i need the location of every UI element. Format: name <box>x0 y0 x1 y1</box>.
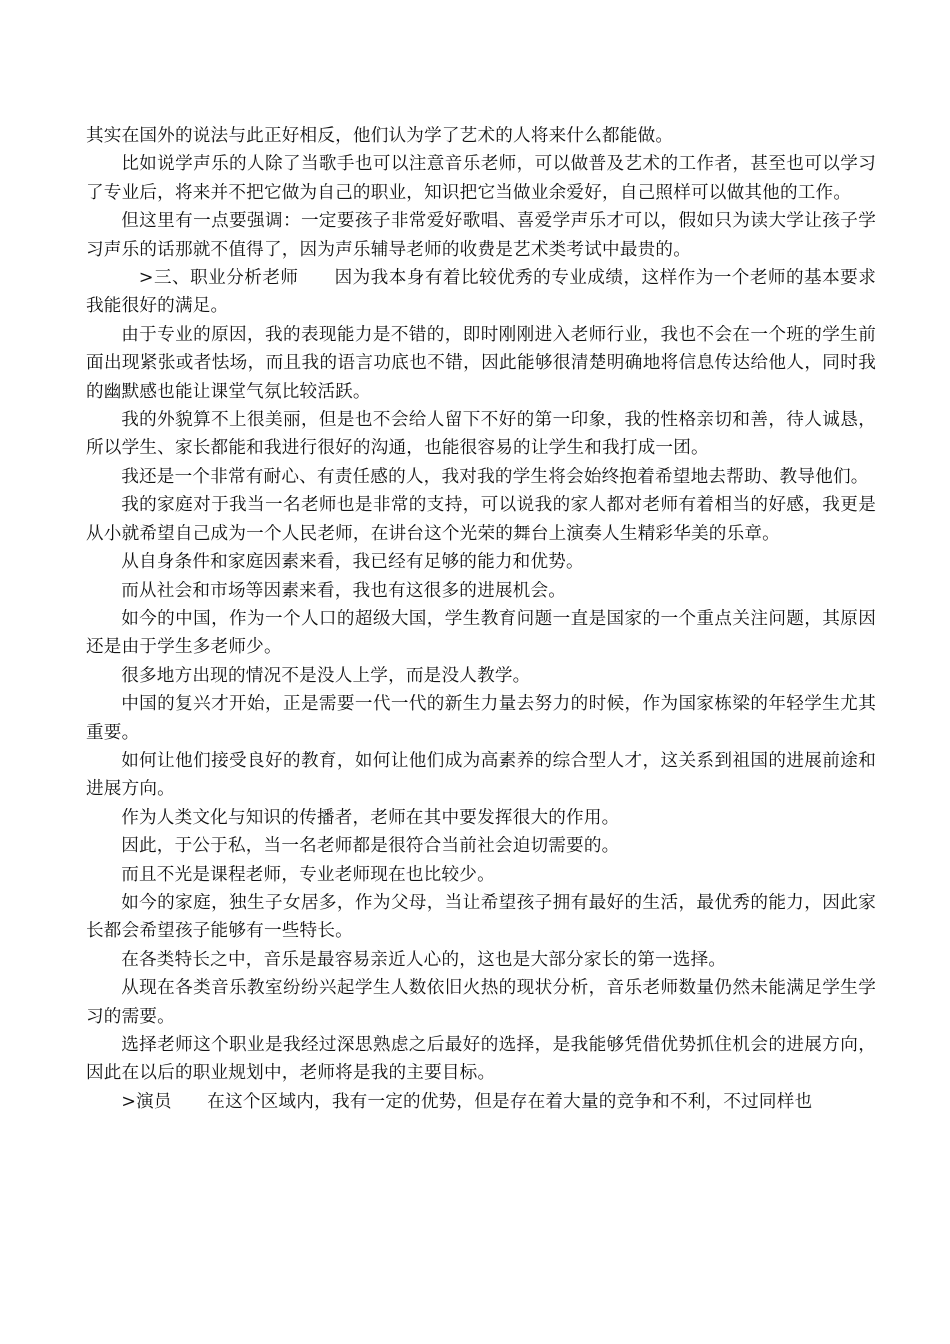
paragraph-17: 而且不光是课程老师，专业老师现在也比较少。 <box>121 864 495 885</box>
paragraph-8: 我的家庭对于我当一名老师也是非常的支持，可以说我的家人都对老师有着相当的好感，我更是从小就希望自己成为一个人民老师，在讲台这个光荣的舞台上演奏人生精彩华美的乐章。 <box>86 495 876 544</box>
paragraph-12: 很多地方出现的情况不是没人上学，而是没人教学。 <box>121 665 531 686</box>
section-heading-actor: >演员 在这个区域内，我有一定的优势，但是存在着大量的竞争和不利，不过同样也 <box>121 1091 813 1112</box>
paragraph-2: 比如说学声乐的人除了当歌手也可以注意音乐老师，可以做普及艺术的工作者，甚至也可以学习了专业后，将来并不把它做为自己的职业，知识把它当做业余爱好，自己照样可以做其他的工作。 <box>86 154 876 203</box>
paragraph-3: 但这里有一点要强调：一定要孩子非常爱好歌唱、喜爱学声乐才可以，假如只为读大学让孩子学习声乐的话那就不值得了，因为声乐辅导老师的收费是艺术类考试中最贵的。 <box>86 211 876 260</box>
paragraph-13: 中国的复兴才开始，正是需要一代一代的新生力量去努力的时候，作为国家栋梁的年轻学生尤其重要。 <box>86 694 876 743</box>
paragraph-9: 从自身条件和家庭因素来看，我已经有足够的能力和优势。 <box>121 552 584 573</box>
paragraph-11: 如今的中国，作为一个人口的超级大国，学生教育问题一直是国家的一个重点关注问题，其原因还是由于学生多老师少。 <box>86 608 876 658</box>
paragraph-18: 如今的家庭，独生子女居多，作为父母，当让希望孩子拥有最好的生活，最优秀的能力，因此家长都会希望孩子能够有一些特长。 <box>86 892 876 942</box>
paragraph-5: 由于专业的原因，我的表现能力是不错的，即时刚刚进入老师行业，我也不会在一个班的学生前面出现紧张或者怯场，而且我的语言功底也不错，因此能够很清楚明确地将信息传达给他人，同时我的幽默感也能让课堂气氛比较活跃。 <box>86 324 876 402</box>
paragraph-19: 在各类特长之中，音乐是最容易亲近人心的，这也是大部分家长的第一选择。 <box>121 949 727 970</box>
paragraph-1: 其实在国外的说法与此正好相反，他们认为学了艺术的人将来什么都能做。 <box>86 126 674 146</box>
section-heading-teacher: >三、职业分析老师 因为我本身有着比较优秀的专业成绩，这样作为一个老师的基本要求我能很好的满足。 <box>86 268 876 317</box>
paragraph-21: 选择老师这个职业是我经过深思熟虑之后最好的选择，是我能够凭借优势抓住机会的进展方向，因此在以后的职业规划中，老师将是我的主要目标。 <box>86 1035 876 1084</box>
paragraph-10: 而从社会和市场等因素来看，我也有这很多的进展机会。 <box>121 580 567 601</box>
paragraph-20: 从现在各类音乐教室纷纷兴起学生人数依旧火热的现状分析，音乐老师数量仍然未能满足学生学习的需要。 <box>86 978 876 1027</box>
paragraph-6: 我的外貌算不上很美丽，但是也不会给人留下不好的第一印象，我的性格亲切和善，待人诚恳，所以学生、家长都能和我进行很好的沟通，也能很容易的让学生和我打成一团。 <box>86 410 876 459</box>
paragraph-15: 作为人类文化与知识的传播者，老师在其中要发挥很大的作用。 <box>121 807 620 828</box>
paragraph-7: 我还是一个非常有耐心、有责任感的人，我对我的学生将会始终抱着希望地去帮助、教导他们。 <box>121 466 869 487</box>
document-body <box>86 122 876 1116</box>
paragraph-16: 因此，于公于私，当一名老师都是很符合当前社会迫切需要的。 <box>121 836 620 857</box>
paragraph-14: 如何让他们接受良好的教育，如何让他们成为高素养的综合型人才，这关系到祖国的进展前途和进展方向。 <box>86 750 876 800</box>
